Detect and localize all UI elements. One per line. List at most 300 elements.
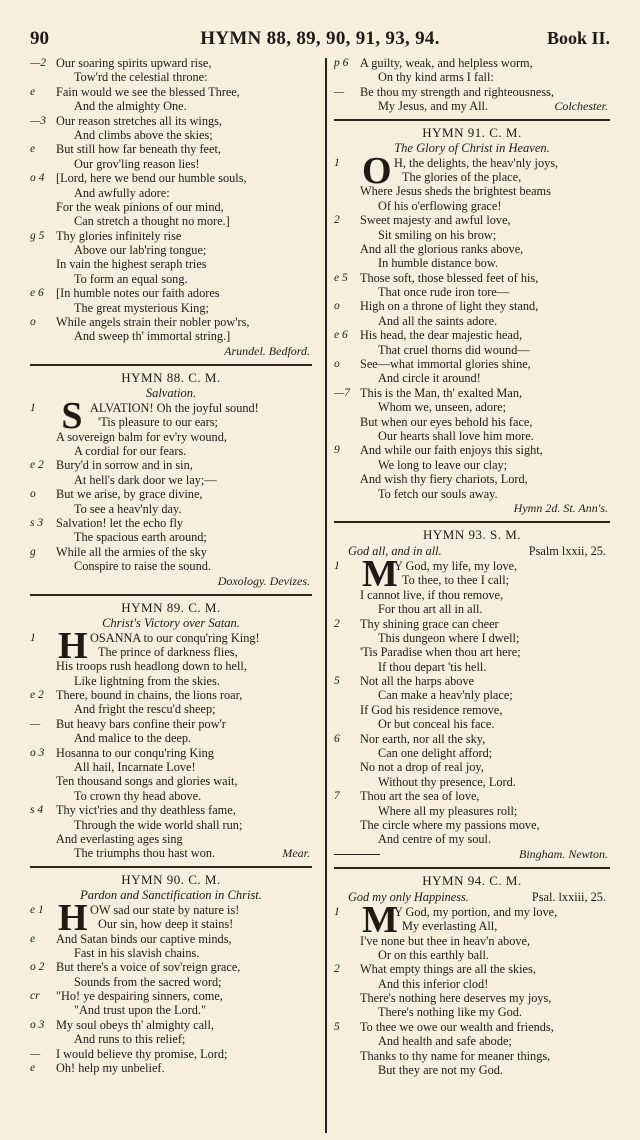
subtitle-theme: God my only Happiness. bbox=[348, 889, 469, 904]
verse-text: The circle where my passions move, bbox=[360, 817, 540, 832]
verse-text: But still how far beneath thy feet, bbox=[56, 142, 221, 157]
verse-text: Our sin, how deep it stains! bbox=[98, 917, 234, 932]
dynamic-mark: e 6 bbox=[334, 329, 348, 342]
verse-line bbox=[30, 932, 312, 946]
verse-line bbox=[30, 157, 312, 171]
verse-text: And everlasting ages sing bbox=[56, 831, 183, 846]
attribution: Arundel. Bedford. bbox=[224, 343, 310, 358]
dynamic-mark: e bbox=[30, 1062, 36, 1075]
verse-line bbox=[334, 386, 610, 400]
hymn-title: HYMN 94. C. M. bbox=[422, 872, 522, 888]
hymn-93 bbox=[334, 527, 610, 862]
verse-text: Thy shining grace can cheer bbox=[360, 616, 499, 631]
verse-text: If thou depart 'tis hell. bbox=[378, 659, 487, 674]
verse-line bbox=[30, 674, 312, 688]
page-number: 90 bbox=[30, 28, 49, 49]
verse-line bbox=[30, 975, 312, 989]
verse-line bbox=[30, 473, 312, 487]
book-label: Book II. bbox=[546, 28, 610, 48]
verse-text: And fright the rescu'd sheep; bbox=[74, 702, 216, 717]
verse-line bbox=[334, 832, 610, 846]
verse-text: The prince of darkness flies, bbox=[98, 644, 238, 659]
verse-line bbox=[334, 85, 610, 99]
verse-line bbox=[30, 559, 312, 573]
verse-text: See—what immortal glories shine, bbox=[360, 357, 531, 372]
left-column bbox=[30, 56, 312, 1075]
hymn-89 bbox=[30, 600, 312, 861]
dynamic-mark: e bbox=[30, 143, 36, 156]
verse-line bbox=[334, 573, 610, 587]
verse-text: My Jesus, and my All. bbox=[378, 99, 488, 114]
verse-text: But heavy bars confine their pow'r bbox=[56, 716, 226, 731]
hymn90-continuation bbox=[334, 56, 610, 114]
verse-text: His head, the dear majestic head, bbox=[360, 328, 523, 343]
verse-line bbox=[334, 415, 610, 429]
verse-line bbox=[30, 214, 312, 228]
verse-line bbox=[30, 415, 312, 429]
verse-text: And the almighty One. bbox=[74, 99, 187, 114]
verse-text: To fetch our souls away. bbox=[378, 486, 498, 501]
verse-line bbox=[30, 257, 312, 271]
verse-text: I would believe thy promise, Lord; bbox=[56, 1046, 228, 1061]
verse-text: Where Jesus sheds the brightest beams bbox=[360, 184, 551, 199]
verse-line bbox=[30, 85, 312, 99]
hymn-91 bbox=[334, 125, 610, 516]
verse-text: This dungeon where I dwell; bbox=[378, 630, 520, 645]
verse-line bbox=[334, 170, 610, 184]
verse-text: H, the delights, the heav'nly joys, bbox=[394, 155, 559, 170]
attribution: Doxology. Devizes. bbox=[217, 573, 310, 588]
verse-line bbox=[334, 674, 610, 688]
verse-line bbox=[30, 530, 312, 544]
verse-text: Can stretch a thought no more.] bbox=[74, 214, 230, 229]
verse-line bbox=[30, 186, 312, 200]
verse-text: I cannot live, if thou remove, bbox=[360, 587, 504, 602]
verse-line bbox=[334, 559, 610, 573]
hymn-subtitle: Pardon and Sanctification in Christ. bbox=[80, 887, 262, 902]
page-header bbox=[30, 24, 610, 54]
dynamic-mark: s 3 bbox=[30, 516, 44, 529]
hymn-90 bbox=[30, 872, 312, 1076]
dynamic-mark: — bbox=[30, 1047, 41, 1060]
verse-text: Whom we, unseen, adore; bbox=[378, 400, 507, 415]
dynamic-mark: 9 bbox=[334, 444, 340, 457]
verse-line bbox=[334, 70, 610, 84]
verse-line bbox=[334, 703, 610, 717]
verse-text: Thou art the sea of love, bbox=[360, 789, 480, 804]
verse-text: And circle it around! bbox=[378, 371, 481, 386]
dynamic-mark: 5 bbox=[334, 1020, 340, 1033]
verse-line bbox=[30, 200, 312, 214]
verse-line bbox=[30, 846, 312, 860]
verse-text: While angels strain their nobler pow'rs, bbox=[56, 315, 250, 330]
dynamic-mark: 1 bbox=[334, 559, 340, 572]
verse-line bbox=[334, 271, 610, 285]
verse-line bbox=[30, 142, 312, 156]
verse-text: We long to leave our clay; bbox=[378, 457, 508, 472]
dynamic-mark: g 5 bbox=[30, 229, 45, 242]
verse-line bbox=[334, 343, 610, 357]
verse-line bbox=[30, 1018, 312, 1032]
verse-line bbox=[334, 688, 610, 702]
subtitle-reference: Psal. lxxiii, 25. bbox=[531, 889, 606, 904]
verse-text: And all the glorious ranks above, bbox=[360, 241, 524, 256]
verse-line bbox=[30, 917, 312, 931]
verse-line bbox=[30, 243, 312, 257]
verse-text: But we arise, by grace divine, bbox=[56, 487, 203, 502]
verse-text: For the weak pinions of our mind, bbox=[56, 199, 224, 214]
verse-line bbox=[30, 760, 312, 774]
tune-names: Bingham. Newton. bbox=[519, 846, 608, 861]
verse-text: [In humble notes our faith adores bbox=[56, 286, 220, 301]
verse-text: To thee we owe our wealth and friends, bbox=[360, 1019, 554, 1034]
verse-line bbox=[30, 1047, 312, 1061]
verse-text: ALVATION! Oh the joyful sound! bbox=[90, 400, 259, 415]
hymn-subtitle: The Glory of Christ in Heaven. bbox=[394, 140, 550, 155]
running-title: HYMN 88, 89, 90, 91, 93, 94. bbox=[200, 28, 440, 49]
verse-text: And sweep th' immortal string.] bbox=[74, 329, 231, 344]
verse-text: And malice to the deep. bbox=[74, 731, 192, 746]
dynamic-mark: e 5 bbox=[334, 271, 348, 284]
verse-text: Not all the harps above bbox=[360, 674, 475, 689]
verse-text: Our hearts shall love him more. bbox=[378, 428, 534, 443]
dynamic-mark: cr bbox=[30, 990, 40, 1003]
verse-text: My everlasting All, bbox=[402, 919, 498, 934]
verse-text: There's nothing here deserves my joys, bbox=[360, 991, 552, 1006]
attribution bbox=[334, 847, 610, 862]
dynamic-mark: — bbox=[30, 717, 41, 730]
verse-text: Those soft, those blessed feet of his, bbox=[360, 270, 539, 285]
verse-line bbox=[30, 645, 312, 659]
section-rule bbox=[30, 364, 312, 366]
verse-line bbox=[334, 429, 610, 443]
verse-line bbox=[30, 903, 312, 917]
verse-text: Or on this earthly ball. bbox=[378, 947, 489, 962]
verse-line bbox=[30, 487, 312, 501]
verse-text: His troops rush headlong down to hell, bbox=[56, 659, 247, 674]
verse-line bbox=[30, 444, 312, 458]
verse-text: [Lord, here we bend our humble souls, bbox=[56, 171, 247, 186]
verse-text: But when our eyes behold his face, bbox=[360, 414, 533, 429]
dynamic-mark: o bbox=[334, 300, 340, 313]
dynamic-mark: 2 bbox=[334, 617, 340, 630]
dynamic-mark: o bbox=[30, 316, 36, 329]
verse-line bbox=[334, 256, 610, 270]
dynamic-mark: 5 bbox=[334, 675, 340, 688]
hymn-title: HYMN 91. C. M. bbox=[422, 124, 522, 140]
verse-line bbox=[30, 717, 312, 731]
verse-text: And climbs above the skies; bbox=[74, 127, 213, 142]
dynamic-mark: o bbox=[30, 488, 36, 501]
verse-line bbox=[30, 114, 312, 128]
verse-line bbox=[334, 458, 610, 472]
verse-text: Nor earth, nor all the sky, bbox=[360, 731, 486, 746]
verse-text: No not a drop of real joy, bbox=[360, 760, 484, 775]
verse-line bbox=[334, 1005, 610, 1019]
verse-text: "And trust upon the Lord." bbox=[74, 1003, 206, 1018]
verse-line bbox=[334, 371, 610, 385]
verse-text: The triumphs thou hast won. bbox=[74, 846, 216, 861]
verse-text: Sit smiling on his brow; bbox=[378, 227, 497, 242]
verse-text: Tow'rd the celestial throne: bbox=[74, 70, 208, 85]
verse-line bbox=[30, 458, 312, 472]
hymn-title: HYMN 90. C. M. bbox=[121, 871, 221, 887]
verse-text: All hail, Incarnate Love! bbox=[74, 760, 196, 775]
verse-text: Conspire to raise the sound. bbox=[74, 559, 211, 574]
attribution: Mear. bbox=[282, 845, 310, 860]
verse-line bbox=[30, 774, 312, 788]
verse-line bbox=[334, 56, 610, 70]
verse-text: And all the saints adore. bbox=[378, 313, 498, 328]
verse-line bbox=[30, 401, 312, 415]
verse-line bbox=[334, 1049, 610, 1063]
verse-line bbox=[334, 818, 610, 832]
dynamic-mark: o 2 bbox=[30, 961, 45, 974]
dynamic-mark: o 3 bbox=[30, 1018, 45, 1031]
verse-text: But they are not my God. bbox=[378, 1063, 503, 1078]
drop-cap: H bbox=[58, 624, 88, 667]
verse-text: My soul obeys th' almighty call, bbox=[56, 1017, 214, 1032]
drop-cap: S bbox=[61, 394, 83, 437]
dynamic-mark: o bbox=[334, 358, 340, 371]
verse-text: The great mysterious King; bbox=[74, 300, 209, 315]
verse-line bbox=[30, 659, 312, 673]
verse-text: And wish thy fiery chariots, Lord, bbox=[360, 472, 528, 487]
verse-text: Sounds from the sacred word; bbox=[74, 974, 222, 989]
dynamic-mark: s 4 bbox=[30, 804, 44, 817]
verse-line bbox=[334, 285, 610, 299]
verse-line bbox=[30, 1061, 312, 1075]
verse-text: That once rude iron tore— bbox=[378, 285, 510, 300]
dynamic-mark: 6 bbox=[334, 732, 340, 745]
verse-text: To thee, to thee I call; bbox=[402, 573, 510, 588]
verse-line bbox=[30, 946, 312, 960]
verse-text: Fast in his slavish chains. bbox=[74, 945, 200, 960]
dynamic-mark: e 1 bbox=[30, 903, 44, 916]
verse-line bbox=[30, 516, 312, 530]
verse-text: Oh! help my unbelief. bbox=[56, 1061, 165, 1076]
verse-line bbox=[334, 1020, 610, 1034]
verse-line bbox=[334, 617, 610, 631]
verse-line bbox=[334, 357, 610, 371]
dynamic-mark: 1 bbox=[334, 156, 340, 169]
verse-line bbox=[334, 631, 610, 645]
verse-line bbox=[30, 818, 312, 832]
verse-line bbox=[334, 99, 610, 113]
verse-line bbox=[334, 487, 610, 501]
verse-line bbox=[334, 299, 610, 313]
verse-text: Y God, my portion, and my love, bbox=[394, 904, 558, 919]
verse-line bbox=[334, 789, 610, 803]
hymn87-continuation bbox=[30, 56, 312, 359]
dynamic-mark: 2 bbox=[334, 963, 340, 976]
verse-text: In humble distance bow. bbox=[378, 256, 499, 271]
verse-text: Sweet majesty and awful love, bbox=[360, 213, 511, 228]
verse-text: There's nothing like my God. bbox=[378, 1005, 522, 1020]
verse-text: What empty things are all the skies, bbox=[360, 962, 536, 977]
verse-line bbox=[334, 991, 610, 1005]
dynamic-mark: 1 bbox=[30, 401, 36, 414]
verse-line bbox=[334, 443, 610, 457]
dynamic-mark: e bbox=[30, 932, 36, 945]
verse-text: Thanks to thy name for meaner things, bbox=[360, 1048, 551, 1063]
verse-line bbox=[30, 272, 312, 286]
verse-text: Ten thousand songs and glories wait, bbox=[56, 774, 238, 789]
verse-text: Our grov'ling reason lies! bbox=[74, 156, 200, 171]
verse-text: A guilty, weak, and helpless worm, bbox=[360, 56, 533, 70]
dynamic-mark: o 3 bbox=[30, 746, 45, 759]
verse-line bbox=[334, 1063, 610, 1077]
verse-line bbox=[30, 1032, 312, 1046]
right-column bbox=[334, 56, 610, 1077]
verse-line bbox=[334, 314, 610, 328]
verse-line bbox=[334, 760, 610, 774]
verse-text: That cruel thorns did wound— bbox=[378, 342, 530, 357]
verse-text: Bury'd in sorrow and in sin, bbox=[56, 458, 193, 473]
verse-text: Hosanna to our conqu'ring King bbox=[56, 745, 214, 760]
dynamic-mark: e 2 bbox=[30, 459, 44, 472]
dynamic-mark: —2 bbox=[30, 57, 46, 69]
verse-line bbox=[334, 199, 610, 213]
verse-line bbox=[30, 171, 312, 185]
dynamic-mark: p 6 bbox=[334, 57, 349, 69]
verse-line bbox=[30, 128, 312, 142]
verse-text: Can one delight afford; bbox=[378, 746, 493, 761]
verse-text: And health and safe abode; bbox=[378, 1034, 512, 1049]
verse-line bbox=[30, 56, 312, 70]
verse-text: And centre of my soul. bbox=[378, 832, 492, 847]
verse-text: There, bound in chains, the lions roar, bbox=[56, 688, 243, 703]
verse-line bbox=[334, 962, 610, 976]
verse-text: Like lightning from the skies. bbox=[74, 673, 220, 688]
verse-line bbox=[334, 156, 610, 170]
dynamic-mark: g bbox=[30, 545, 36, 558]
verse-line bbox=[30, 329, 312, 343]
verse-text: A sovereign balm for ev'ry wound, bbox=[56, 429, 227, 444]
verse-line bbox=[334, 775, 610, 789]
verse-line bbox=[334, 977, 610, 991]
verse-line bbox=[30, 545, 312, 559]
verse-text: Thy glories infinitely rise bbox=[56, 228, 182, 243]
verse-line bbox=[30, 960, 312, 974]
verse-text: Where all my pleasures roll; bbox=[378, 803, 518, 818]
verse-text: If God his residence remove, bbox=[360, 702, 503, 717]
section-rule bbox=[334, 521, 610, 523]
verse-text: Above our lab'ring tongue; bbox=[74, 243, 207, 258]
verse-line bbox=[30, 70, 312, 84]
verse-text: To form an equal song. bbox=[74, 271, 188, 286]
dynamic-mark: — bbox=[334, 85, 345, 98]
verse-text: Our soaring spirits upward rise, bbox=[56, 56, 212, 70]
verse-line bbox=[334, 228, 610, 242]
verse-text: High on a throne of light they stand, bbox=[360, 299, 539, 314]
verse-text: Without thy presence, Lord. bbox=[378, 774, 516, 789]
verse-text: But there's a voice of sov'reign grace, bbox=[56, 960, 241, 975]
verse-line bbox=[30, 286, 312, 300]
section-rule bbox=[334, 119, 610, 121]
verse-line bbox=[334, 602, 610, 616]
dynamic-mark: —3 bbox=[30, 114, 46, 127]
verse-text: 'Tis Paradise when thou art here; bbox=[360, 645, 521, 660]
verse-text: The spacious earth around; bbox=[74, 530, 207, 545]
verse-line bbox=[334, 717, 610, 731]
verse-line bbox=[30, 315, 312, 329]
section-rule bbox=[30, 594, 312, 596]
verse-text: OSANNA to our conqu'ring King! bbox=[90, 630, 260, 645]
section-rule bbox=[30, 866, 312, 868]
verse-text: For thou art all in all. bbox=[378, 602, 483, 617]
verse-line bbox=[334, 1034, 610, 1048]
short-rule bbox=[334, 854, 380, 855]
verse-line bbox=[334, 804, 610, 818]
verse-text: The glories of the place, bbox=[402, 169, 522, 184]
verse-text: And Satan binds our captive minds, bbox=[56, 931, 232, 946]
verse-text: And awfully adore: bbox=[74, 185, 170, 200]
verse-text: To crown thy head above. bbox=[74, 788, 202, 803]
verse-line bbox=[334, 948, 610, 962]
verse-line bbox=[334, 919, 610, 933]
verse-text: Fain would we see the blessed Three, bbox=[56, 84, 240, 99]
drop-cap: M bbox=[362, 552, 398, 595]
verse-text: OW sad our state by nature is! bbox=[90, 902, 240, 917]
verse-line bbox=[334, 934, 610, 948]
verse-text: Our reason stretches all its wings, bbox=[56, 113, 222, 128]
verse-line bbox=[30, 688, 312, 702]
verse-text: Salvation! let the echo fly bbox=[56, 515, 184, 530]
verse-line bbox=[30, 631, 312, 645]
verse-line bbox=[334, 213, 610, 227]
verse-text: And while our faith enjoys this sight, bbox=[360, 443, 543, 458]
drop-cap: M bbox=[362, 898, 398, 941]
verse-line bbox=[334, 645, 610, 659]
verse-text: I've none but thee in heav'n above, bbox=[360, 933, 531, 948]
verse-line bbox=[30, 989, 312, 1003]
verse-text: Of his o'erflowing grace! bbox=[378, 198, 502, 213]
verse-line bbox=[30, 430, 312, 444]
subtitle-theme: God all, and in all. bbox=[348, 543, 442, 558]
verse-line bbox=[30, 789, 312, 803]
verse-line bbox=[334, 905, 610, 919]
verse-text: 'Tis pleasure to our ears; bbox=[98, 415, 218, 430]
verse-line bbox=[30, 832, 312, 846]
hymn-88 bbox=[30, 370, 312, 589]
verse-line bbox=[30, 502, 312, 516]
verse-text: This is the Man, th' exalted Man, bbox=[360, 385, 523, 400]
attribution: Colchester. bbox=[554, 98, 608, 113]
verse-line bbox=[334, 184, 610, 198]
verse-text: "Ho! ye despairing sinners, come, bbox=[56, 989, 223, 1004]
subtitle-reference: Psalm lxxii, 25. bbox=[528, 543, 606, 558]
verse-line bbox=[30, 731, 312, 745]
dynamic-mark: e 6 bbox=[30, 287, 44, 300]
verse-line bbox=[30, 229, 312, 243]
verse-line bbox=[334, 242, 610, 256]
verse-line bbox=[334, 732, 610, 746]
verse-line bbox=[334, 400, 610, 414]
attribution: Hymn 2d. St. Ann's. bbox=[513, 500, 608, 515]
dynamic-mark: 1 bbox=[334, 905, 340, 918]
verse-line bbox=[30, 746, 312, 760]
dynamic-mark: e 2 bbox=[30, 689, 44, 702]
column-divider bbox=[325, 58, 327, 1133]
verse-line bbox=[334, 328, 610, 342]
section-rule bbox=[334, 867, 610, 869]
hymn-subtitle: Christ's Victory over Satan. bbox=[102, 615, 240, 630]
hymn-94 bbox=[334, 873, 610, 1078]
verse-text: To see a heav'nly day. bbox=[74, 501, 182, 516]
dynamic-mark: 7 bbox=[334, 790, 340, 803]
hymn-title: HYMN 89. C. M. bbox=[121, 599, 221, 615]
